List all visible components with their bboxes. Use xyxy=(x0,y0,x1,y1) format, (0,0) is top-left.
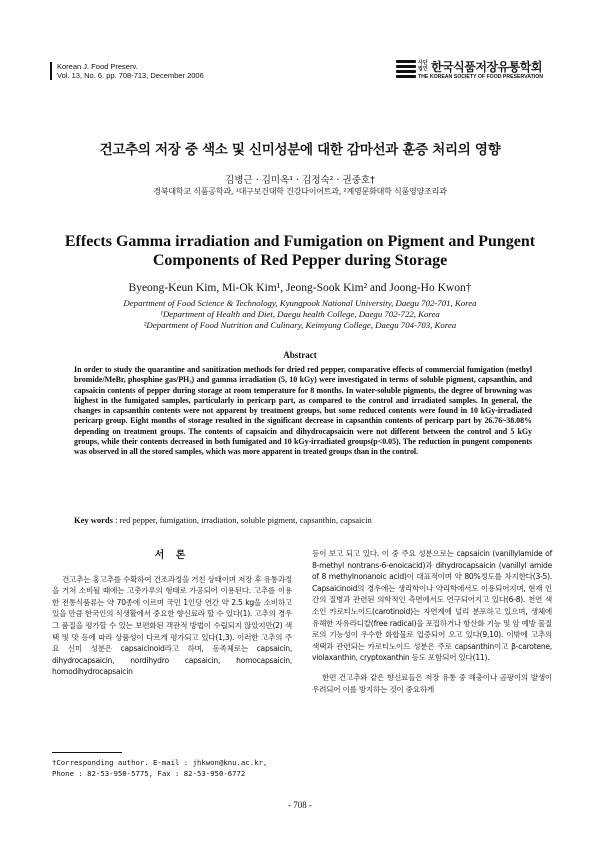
keywords-label: Key words xyxy=(74,515,113,525)
body-column-left xyxy=(52,548,292,678)
keywords-list: : red pepper, fumigation, irradiation, soluble pigment, capsanthin, capsaicin xyxy=(115,515,372,525)
footnote-phone: Phone : 82-53-950-5775, Fax : 82-53-950-6772 xyxy=(52,769,246,778)
section-heading-introduction: 서 론 xyxy=(154,550,190,561)
authors-korean: 김병근 · 김미옥¹ · 김정숙² · 권중호† xyxy=(225,175,375,186)
logo-english-name: THE KOREAN SOCIETY OF FOOD PRESERVATION xyxy=(418,74,543,80)
affiliation-1: Department of Food Science & Technology, Kyungpook National University, Daegu 702-701, Korea xyxy=(123,298,477,308)
logo-small-text: 사단법인 xyxy=(418,60,428,72)
page-number: - 708 - xyxy=(288,800,312,810)
journal-volume: Vol. 13, No. 6. pp. 708-713, December 2006 xyxy=(57,71,204,80)
keywords xyxy=(74,515,534,525)
society-emblem-icon xyxy=(396,60,416,78)
body-paragraph: 건고추는 홍고추를 수확하여 건조과정을 거친 상태이며 저장 후 유통과정을 거쳐 소비될 때에는 고춧가루의 형태로 가공되어 이용된다. 고추를 이용한 전통식품류는 약 70종에 이르며 국민 1인당 연간 약 2.5 kg을 소비하고 있을 만큼 한국인의 식생활에서 중요한 향신료라 할 수 있다(1). 고추의 경우 그 품질을 평가할 수 있는 보편화된 객관적 방법이 수립되지 않았지만(2) 색택 및 맛 등에 따라 상품성이 다르게 평가되고 있다(1,3). 이러한 고추의 주요 신미 성분은 capsaicinoid라고 하며, 동족체로는 capsaicin, dihydrocapsaicin, nordihydro capsaicin, homocapsaicin, homodihydrocapsaicin xyxy=(52,574,292,677)
body-column-right xyxy=(312,548,552,695)
footnote-divider xyxy=(52,752,122,753)
journal-name: Korean J. Food Preserv. xyxy=(57,62,138,71)
society-logo xyxy=(396,58,556,82)
abstract-text: In order to study the quarantine and sanitization methods for dried red pepper, comparative effects of commercial fumigation (methyl bromide/MeBr, phosphine gas/PH₃) and gamma irradiation (5, 10 kGy) were investigated in terms of soluble pigment, capsanthin, and capsaicin contents of pepper during storage at room temperature for 8 months. In water-soluble pigments, the degree of browning was highest in the fumigated samples, particularly in pericarp part, as compared to the control and irradiated samples. In general, the changes in capsanthin contents were not apparent by treatment groups, but some reduced contents were found in 10 kGy-irradiated pericarp group. Eight months of storage resulted in the significant decrease in capsanthin contents of pericarp part by 26.76~38.08% depending on treatment groups. The contents of capsaicin and dihydrocapsaicin were not different between the control and 5 kGy groups, while their contents decreased in both fumigated and 10 kGy-irradiated groups(p<0.05). The reduction in pungent components was observed in all the stored samples, which was more apparent in treated groups than in the control. xyxy=(74,365,532,457)
journal-citation xyxy=(50,62,204,80)
title-english-line2: Components of Red Pepper during Storage xyxy=(152,252,448,269)
title-korean: 건고추의 저장 중 색소 및 신미성분에 대한 감마선과 훈증 처리의 영향 xyxy=(99,142,501,158)
footnote-email: †Corresponding author. E-mail : jhkwon@knu.ac.kr, xyxy=(52,758,268,767)
abstract-heading: Abstract xyxy=(283,350,317,360)
body-paragraph: 한편 건고추와 같은 향신료들은 저장 유통 중 해충이나 곰팡이의 발생이 우려되어 이를 방지하는 것이 중요하게 xyxy=(312,672,552,694)
affiliations-english xyxy=(0,298,600,331)
affiliation-3: ²Department of Food Nutrition and Culinary, Keimyung College, Daegu 704-703, Korea xyxy=(143,320,457,330)
title-english-line1: Effects Gamma irradiation and Fumigation on Pigment and Pungent xyxy=(64,233,536,250)
corresponding-author-footnote xyxy=(52,757,267,779)
title-english xyxy=(60,232,540,270)
affiliation-2: ¹Department of Health and Diet, Daegu health College, Daegu 702-722, Korea xyxy=(160,309,440,319)
logo-korean-name: 한국식품저장유통학회 xyxy=(431,60,542,74)
authors-english: Byeong-Keun Kim, Mi-Ok Kim¹, Jeong-Sook Kim² and Joong-Ho Kwon† xyxy=(128,282,472,294)
affiliations-korean: 경북대학교 식품공학과, ¹대구보건대학 건강다이어트과, ²계명문화대학 식품영양조리과 xyxy=(153,187,447,196)
body-paragraph: 등이 보고 되고 있다. 이 중 주요 성분으로는 capsaicin (vanillylamide of 8-methyl nontrans-6-enoicacid)과 dihydrocapsaicin (vanillyl amide of 8 methylnonanoic acid)이 대표적이며 약 80%정도를 차지한다(3-5). Capsaicinoid의 경우에는 생리학이나 약리학에서도 이용되어지며, 현재 인간의 질병과 관련된 의학적인 측면에서도 연구되어지고 있다(6-8). 천연 색소인 카로티노이드(carotinoid)는 자연계에 널리 분포하고 있으며, 생체에 유해한 자유라디칼(free radical)을 포집하거나 항산화 기능 및 암 예방 물질로의 기능성이 우수한 화합물로 입증되어 오고 있다(9,10). 이밖에 고추의 색택과 관련되는 카로티노이드 성분은 주로 capsanthin이고 β-carotene, violaxanthin, cryptoxanthin 등도 포함되어 있다(11). xyxy=(312,549,552,663)
